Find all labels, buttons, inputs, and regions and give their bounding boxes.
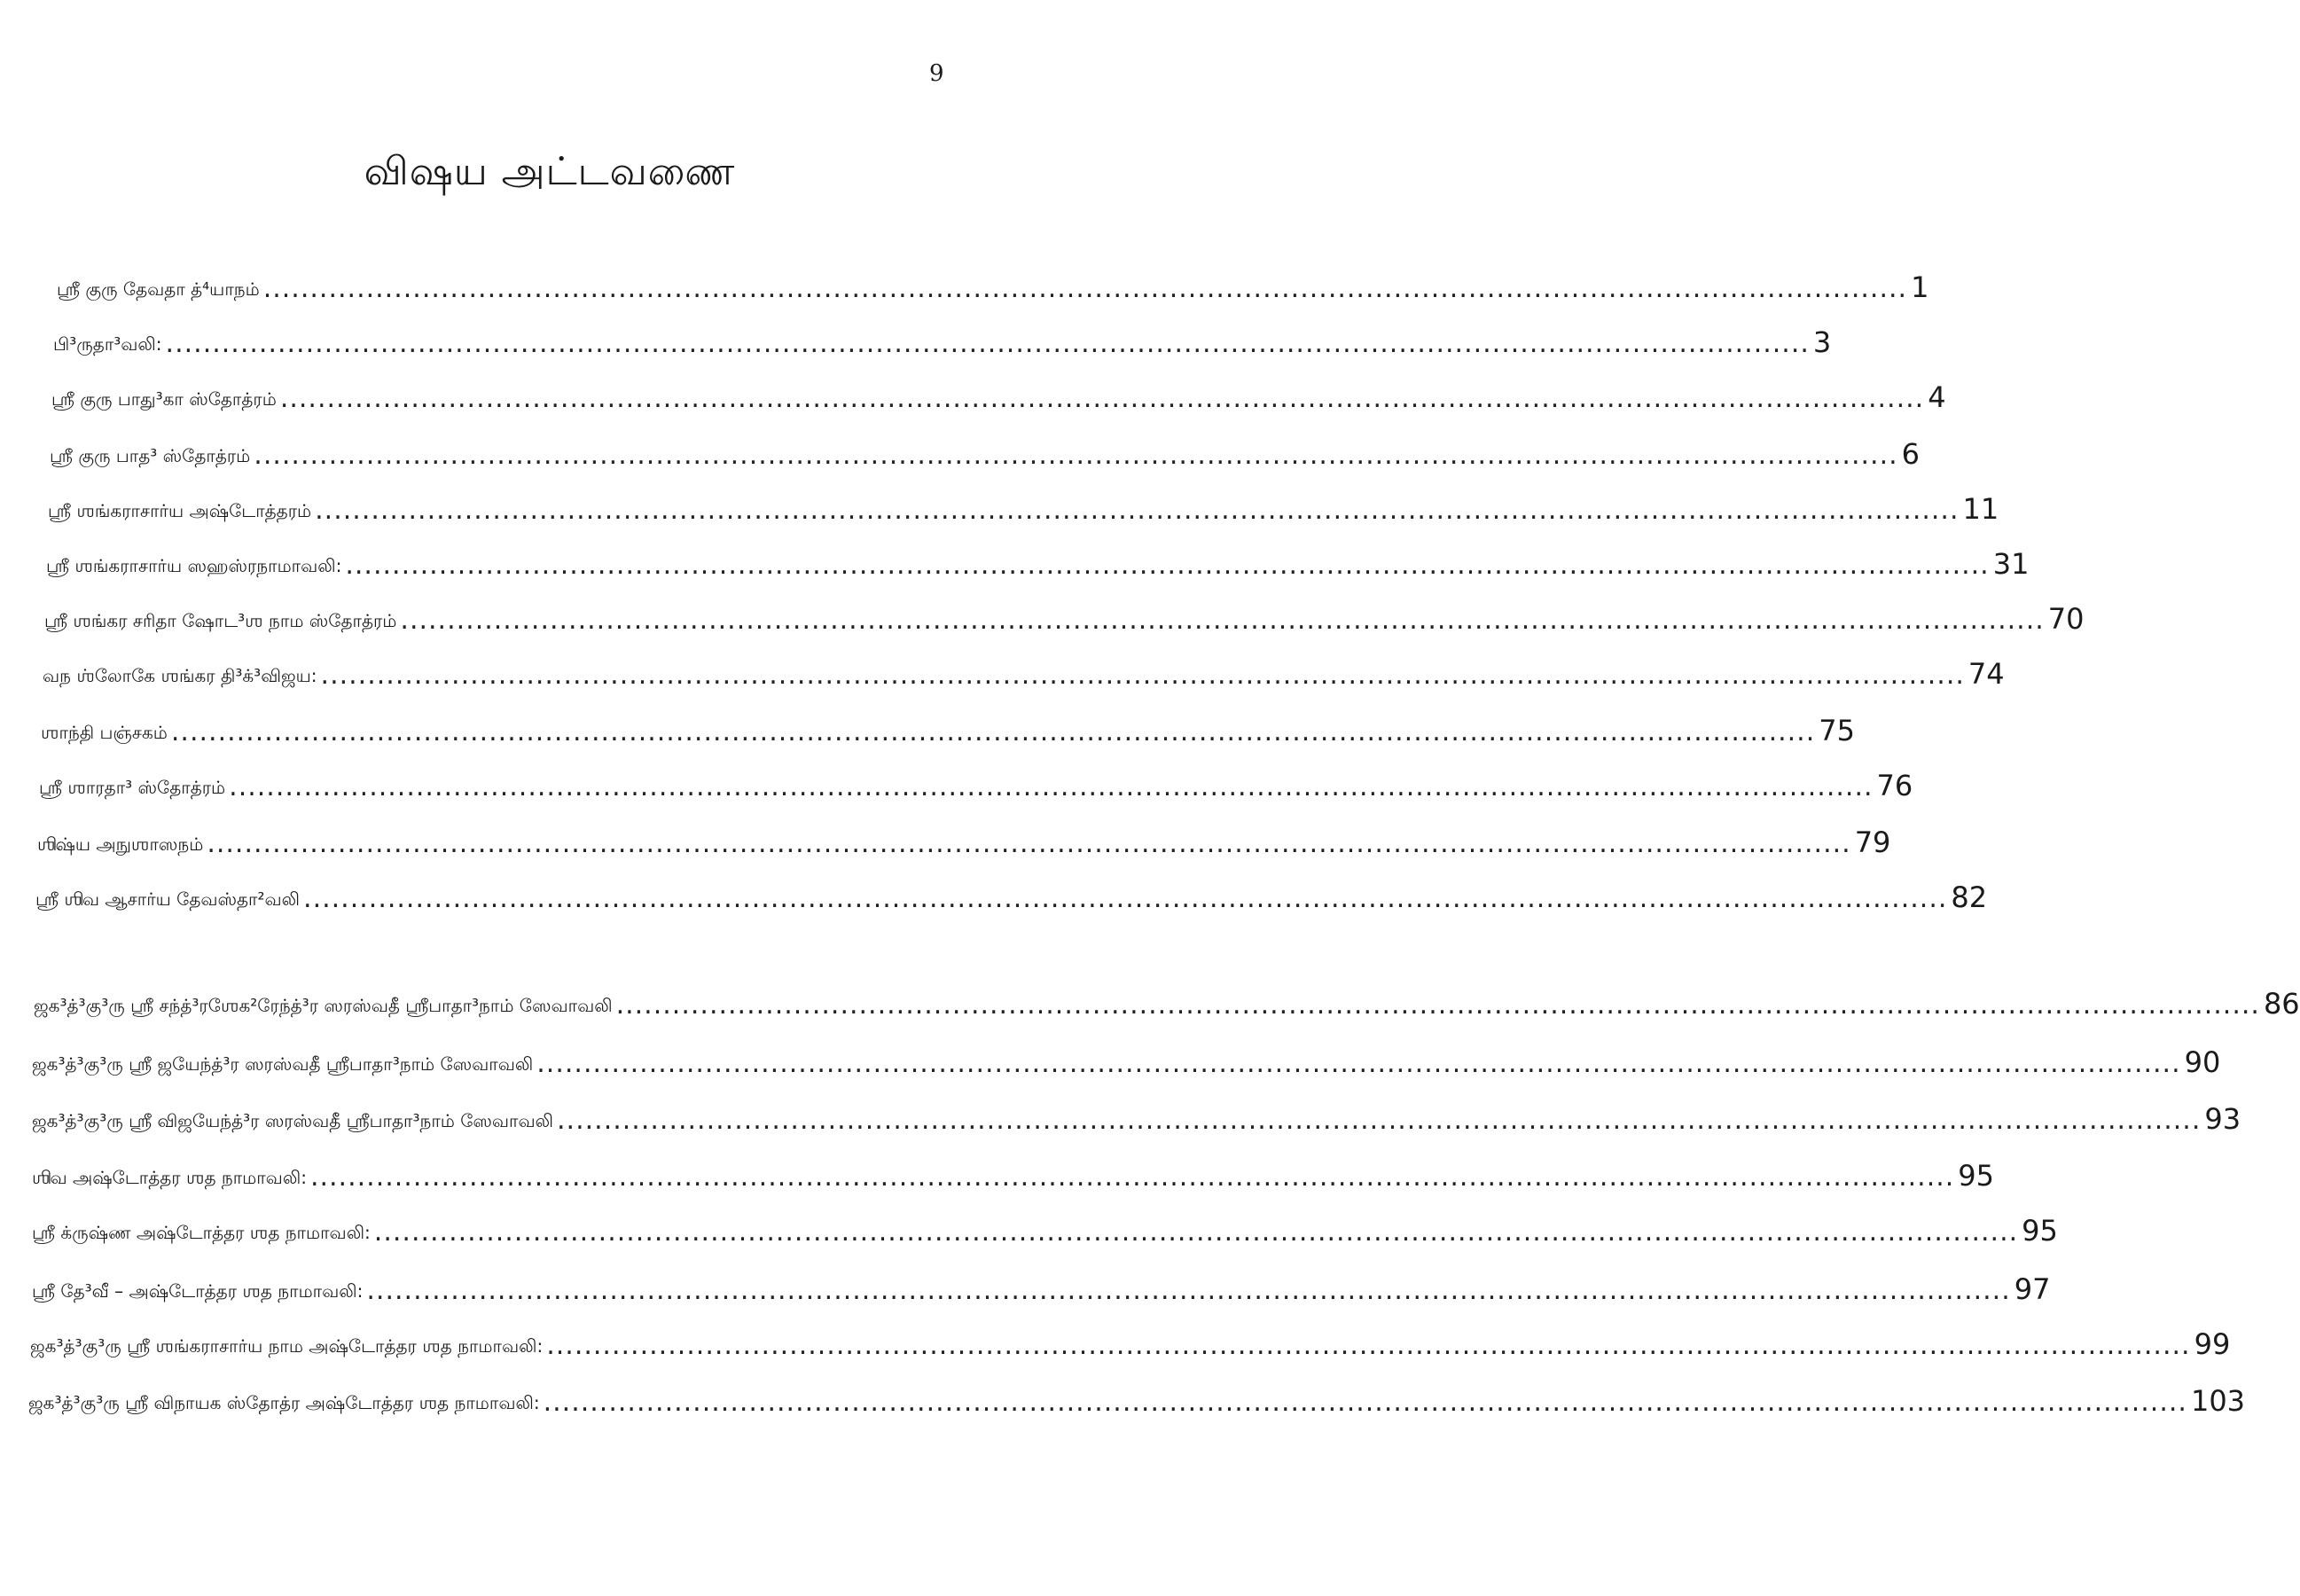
toc-entry-title: ஶ்ரீ ஶிவ ஆசார்ய தேவஸ்தா²வலி	[35, 888, 301, 910]
dot-leader: ................................................................................................................................................................................	[320, 660, 1965, 691]
dot-leader: ................................................................................................................................................................................	[254, 440, 1898, 471]
dot-leader: ................................................................................................................................................................................	[315, 495, 1960, 526]
toc-entry-page: 76	[1876, 769, 1913, 802]
toc-entry[interactable]	[39, 766, 1913, 802]
toc-entry[interactable]	[32, 1156, 1995, 1193]
dot-leader: ................................................................................................................................................................................	[207, 828, 1851, 859]
toc-entry[interactable]	[34, 984, 2300, 1021]
toc-entry[interactable]	[32, 1270, 2051, 1306]
toc-entry-title: ஜக³த்³கு³ரு ஶ்ரீ சந்த்³ரஶேக²ரேந்த்³ர ஸரஸ்வதீ ஶ்ரீபாதா³நாம் ஸேவாவலி	[34, 995, 613, 1016]
page-number: 9	[929, 60, 944, 87]
dot-leader: ................................................................................................................................................................................	[345, 550, 1990, 581]
toc-entry[interactable]	[53, 323, 1832, 359]
toc-entry-page: 1	[1911, 270, 1929, 304]
toc-entry-page: 97	[2014, 1272, 2051, 1306]
toc-entry[interactable]	[57, 268, 1929, 304]
dot-leader: ................................................................................................................................................................................	[373, 1217, 2019, 1248]
toc-entry-title: ஶ்ரீ க்ருஷ்ண அஷ்டோத்தர ஶத நாமாவலி:	[32, 1222, 371, 1243]
toc-entry-title: ஜக³த்³கு³ரு ஶ்ரீ விஜயேந்த்³ர ஸரஸ்வதீ ஶ்ரீபாதா³நாம் ஸேவாவலி	[32, 1110, 554, 1131]
toc-entry-title: ஶிஷ்ய அநுஶாஸநம்	[37, 833, 204, 855]
toc-entry-title: ஜக³த்³கு³ரு ஶ்ரீ விநாயக ஸ்தோத்ர அஷ்டோத்தர ஶத நாமாவலி:	[28, 1392, 540, 1413]
toc-entry-page: 95	[2022, 1214, 2058, 1248]
toc-entry-page: 3	[1812, 325, 1832, 359]
toc-entry-page: 93	[2204, 1102, 2241, 1136]
toc-entry[interactable]	[35, 878, 1988, 914]
toc-entry-page: 75	[1819, 714, 1855, 747]
toc-entry[interactable]	[32, 1043, 2221, 1079]
dot-leader: ................................................................................................................................................................................	[615, 990, 2260, 1021]
page-title: விஷய அட்டவணை	[364, 149, 736, 194]
toc-entry[interactable]	[51, 378, 1946, 414]
toc-entry[interactable]	[37, 823, 1891, 859]
toc-entry-page: 95	[1958, 1159, 1995, 1193]
toc-entry-page: 99	[2194, 1327, 2231, 1361]
toc-entry-title: பி³ருதா³வலி:	[53, 333, 162, 355]
dot-leader: ................................................................................................................................................................................	[309, 1162, 1955, 1193]
toc-entry-page: 86	[2263, 987, 2300, 1021]
toc-entry-title: ஶ்ரீ ஶாரதா³ ஸ்தோத்ரம்	[39, 777, 226, 798]
dot-leader: ................................................................................................................................................................................	[262, 273, 1908, 304]
dot-leader: ................................................................................................................................................................................	[279, 383, 1925, 414]
dot-leader: ................................................................................................................................................................................	[546, 1330, 2191, 1361]
toc-entry[interactable]	[30, 1325, 2231, 1361]
dot-leader: ................................................................................................................................................................................	[557, 1105, 2202, 1136]
dot-leader: ................................................................................................................................................................................	[303, 883, 1948, 914]
toc-entry-page: 74	[1968, 657, 2005, 691]
toc-entry-title: ஶ்ரீ ஶங்கராசார்ய அஷ்டோத்தரம்	[48, 500, 312, 521]
toc-entry-page: 4	[1928, 380, 1946, 414]
dot-leader: ................................................................................................................................................................................	[543, 1387, 2187, 1418]
toc-entry[interactable]	[46, 544, 2030, 581]
toc-entry-title: ஶிவ அஷ்டோத்தர ஶத நாமாவலி:	[32, 1167, 307, 1188]
toc-entry-page: 103	[2190, 1384, 2246, 1418]
toc-entry-page: 90	[2184, 1045, 2221, 1079]
toc-entry[interactable]	[43, 654, 2005, 691]
dot-leader: ................................................................................................................................................................................	[165, 328, 1810, 359]
toc-entry-page: 70	[2047, 602, 2085, 636]
toc-entry-title: ஜக³த்³கு³ரு ஶ்ரீ ஜயேந்த்³ர ஸரஸ்வதீ ஶ்ரீபாதா³நாம் ஸேவாவலி	[32, 1053, 534, 1075]
toc-entry-title: ஶாந்தி பஞ்சகம்	[41, 722, 168, 743]
toc-entry-title: ஶ்ரீ ஶங்கர சரிதா ஷோட³ஶ நாம ஸ்தோத்ரம்	[44, 610, 397, 631]
toc-entry[interactable]	[48, 489, 1999, 526]
toc-entry[interactable]	[44, 599, 2085, 636]
dot-leader: ................................................................................................................................................................................	[170, 716, 1816, 747]
dot-leader: ................................................................................................................................................................................	[400, 605, 2045, 636]
dot-leader: ................................................................................................................................................................................	[536, 1048, 2181, 1079]
toc-entry-page: 11	[1962, 492, 1999, 526]
toc-entry-page: 82	[1951, 880, 1988, 914]
toc-entry-page: 79	[1854, 825, 1891, 859]
toc-entry[interactable]	[41, 711, 1855, 747]
toc-entry[interactable]	[28, 1381, 2246, 1418]
dot-leader: ................................................................................................................................................................................	[229, 771, 1874, 802]
toc-entry-title: ஶ்ரீ குரு தேவதா த்⁴யாநம்	[57, 278, 260, 300]
toc-entry-title: ஶ்ரீ தே³வீ – அஷ்டோத்தர ஶத நாமாவலி:	[32, 1280, 364, 1302]
toc-entry-title: வந ஶ்லோகே ஶங்கர தி³க்³விஜய:	[43, 665, 317, 686]
toc-entry[interactable]	[32, 1099, 2241, 1136]
toc-entry-title: ஶ்ரீ குரு பாத³ ஸ்தோத்ரம்	[50, 445, 251, 466]
toc-entry-title: ஜக³த்³கு³ரு ஶ்ரீ ஶங்கராசார்ய நாம அஷ்டோத்தர ஶத நாமாவலி:	[30, 1335, 544, 1357]
toc-entry-page: 6	[1901, 437, 1920, 471]
toc-entry[interactable]	[50, 434, 1920, 471]
toc-entry-title: ஶ்ரீ குரு பாது³கா ஸ்தோத்ரம்	[51, 388, 277, 410]
dot-leader: ................................................................................................................................................................................	[366, 1275, 2011, 1306]
toc-entry-page: 31	[1992, 547, 2030, 581]
toc-entry-title: ஶ்ரீ ஶங்கராசார்ய ஸஹஸ்ரநாமாவலி:	[46, 555, 342, 576]
toc-entry[interactable]	[32, 1211, 2058, 1248]
